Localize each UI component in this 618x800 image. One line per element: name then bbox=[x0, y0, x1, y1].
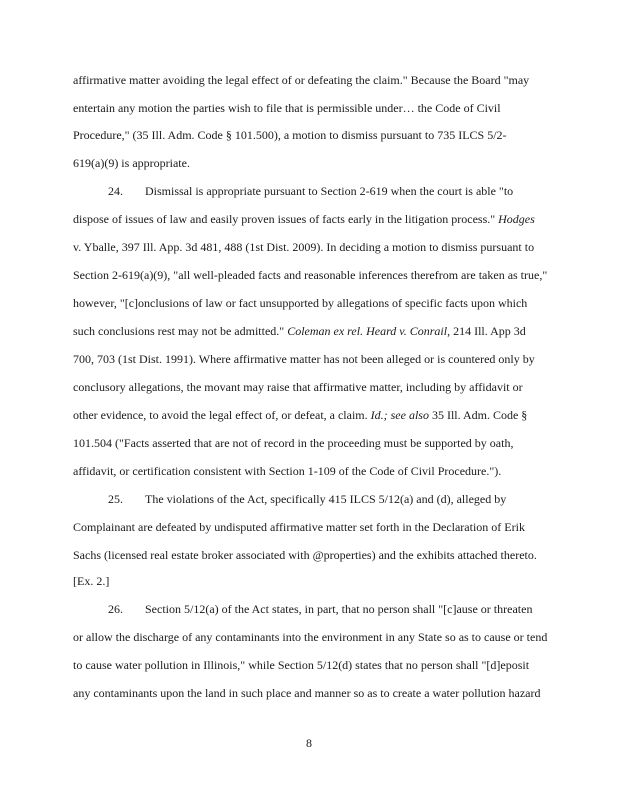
paragraph-number: 24. bbox=[108, 184, 123, 198]
text-line: [Ex. 2.] bbox=[73, 574, 110, 588]
paragraph-26-start bbox=[108, 602, 532, 616]
text-line: Dismissal is appropriate pursuant to Section 2-619 when the court is able "to bbox=[145, 184, 514, 198]
text-line: Complainant are defeated by undisputed affirmative matter set forth in the Declaration of Erik bbox=[73, 520, 525, 534]
text-line: affirmative matter avoiding the legal effect of or defeating the claim." Because the Board "may bbox=[73, 73, 530, 87]
text-line: 619(a)(9) is appropriate. bbox=[73, 156, 190, 170]
text-line: however, "[c]onclusions of law or fact unsupported by allegations of specific facts upon which bbox=[73, 296, 528, 310]
text-line: Section 2-619(a)(9), "all well-pleaded facts and reasonable inferences therefrom are taken as true," bbox=[73, 268, 548, 282]
text-line: 101.504 ("Facts asserted that are not of record in the proceeding must be supported by oath, bbox=[73, 436, 514, 450]
id-see-also-italic: Id.; see also bbox=[370, 408, 429, 422]
text-line: Section 5/12(a) of the Act states, in part, that no person shall "[c]ause or threaten bbox=[145, 602, 533, 616]
case-name-italic: Coleman ex rel. Heard v. Conrail bbox=[287, 324, 448, 338]
text-line-with-citation: dispose of issues of law and easily proven issues of facts early in the litigation process." Hodges bbox=[73, 212, 535, 226]
text-line: affidavit, or certification consistent with Section 1-109 of the Code of Civil Procedure."). bbox=[73, 464, 502, 478]
text-line: v. Yballe, 397 Ill. App. 3d 481, 488 (1st Dist. 2009). In deciding a motion to dismiss pursuant to bbox=[73, 240, 535, 254]
text-line: The violations of the Act, specifically 415 ILCS 5/12(a) and (d), alleged by bbox=[145, 492, 507, 506]
text-line: Sachs (licensed real estate broker associated with @properties) and the exhibits attached thereto. bbox=[73, 548, 537, 562]
text-line: or allow the discharge of any contaminants into the environment in any State so as to cause or tend bbox=[73, 630, 548, 644]
text-line-with-citation: other evidence, to avoid the legal effect of, or defeat, a claim. Id.; see also 35 Ill. Adm. Code § bbox=[73, 408, 528, 422]
text-line-with-citation: such conclusions rest may not be admitted." Coleman ex rel. Heard v. Conrail, 214 Ill. App 3d bbox=[73, 324, 526, 338]
text-line: any contaminants upon the land in such place and manner so as to create a water pollution hazard bbox=[73, 686, 541, 700]
paragraph-24-start bbox=[108, 184, 513, 198]
page-number: 8 bbox=[306, 736, 312, 750]
paragraph-number: 25. bbox=[108, 492, 123, 506]
text-line: conclusory allegations, the movant may raise that affirmative matter, including by affidavit or bbox=[73, 380, 523, 394]
text-line: 700, 703 (1st Dist. 1991). Where affirmative matter has not been alleged or is countered only by bbox=[73, 352, 535, 366]
text-line: entertain any motion the parties wish to file that is permissible under… the Code of Civil bbox=[73, 101, 501, 115]
text-line: to cause water pollution in Illinois," while Section 5/12(d) states that no person shall "[d]eposit bbox=[73, 658, 530, 672]
text-line: Procedure," (35 Ill. Adm. Code § 101.500), a motion to dismiss pursuant to 735 ILCS 5/2- bbox=[73, 128, 507, 142]
paragraph-number: 26. bbox=[108, 602, 123, 616]
case-name-italic: Hodges bbox=[498, 212, 535, 226]
paragraph-25-start bbox=[108, 492, 506, 506]
